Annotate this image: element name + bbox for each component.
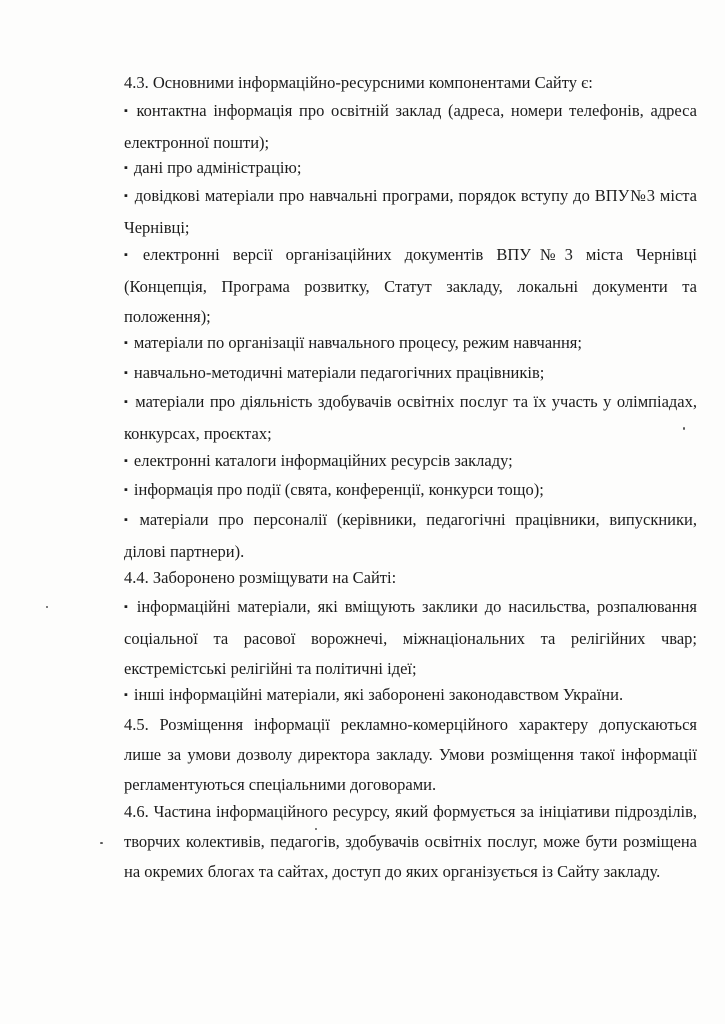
scan-speck [315, 828, 317, 830]
bullet-icon: ▪ [124, 249, 137, 261]
list-item [124, 96, 697, 158]
bullet-icon: ▪ [124, 162, 128, 174]
list-item [124, 446, 697, 478]
list-item [124, 240, 697, 332]
bullet-icon: ▪ [124, 190, 129, 202]
list-item [124, 181, 697, 243]
scan-speck [683, 427, 685, 430]
bullet-icon: ▪ [124, 105, 131, 117]
list-item [124, 328, 697, 360]
bullet-icon: ▪ [124, 337, 128, 349]
section-4-6-paragraph: 4.6. Частина інформаційного ресурсу, який формується за ініціативи підрозділів, творчих колективів, педагогів, здобувачів освітніх послуг, може бути розміщена на окремих блогах та сайтах, доступ до яких організується із Сайту закладу. [124, 802, 697, 881]
list-item-text: контактна інформація про освітній заклад (адреса, номери телефонів, адреса електронної пошти); [124, 101, 697, 152]
scan-speck [100, 842, 103, 844]
list-item-text: інформація про події (свята, конференції, конкурси тощо); [133, 480, 544, 499]
list-item [124, 592, 697, 684]
bullet-icon: ▪ [124, 484, 128, 496]
bullet-icon: ▪ [124, 396, 130, 408]
list-item-text: довідкові матеріали про навчальні програми, порядок вступу до ВПУ№3 міста Чернівці; [124, 186, 697, 237]
list-item-text: матеріали по організації навчального процесу, режим навчання; [133, 333, 582, 352]
scan-speck [46, 606, 48, 608]
list-item [124, 358, 697, 390]
list-item-text: інформаційні матеріали, які вміщують заклики до насильства, розпалювання соціальної та расової ворожнечі, міжнаціональних та релігійних чвар; екстремістські релігійні та політичні ідеї; [124, 597, 698, 678]
bullet-icon: ▪ [124, 514, 134, 526]
list-item-text: матеріали про діяльність здобувачів освітніх послуг та їх участь у олімпіадах, конкурсах, проєктах; [124, 392, 697, 443]
list-item-text: інші інформаційні матеріали, які заборонені законодавством України. [133, 685, 624, 704]
list-item-text: навчально-методичні матеріали педагогічних працівників; [133, 363, 545, 382]
list-item-text: матеріали про персоналії (керівники, педагогічні працівники, випускники, ділові партнери). [124, 510, 697, 561]
list-item [124, 680, 697, 712]
list-item [124, 387, 697, 449]
bullet-icon: ▪ [124, 689, 128, 701]
list-item [124, 475, 697, 507]
section-4-4-heading: 4.4. Заборонено розміщувати на Сайті: [124, 568, 397, 587]
list-item-text: дані про адміністрацію; [133, 158, 302, 177]
list-item-text: електронні версії організаційних документів ВПУ№3 міста Чернівці (Концепція, Програма розвитку, Статут закладу, локальні документи та положення); [124, 245, 697, 326]
bullet-icon: ▪ [124, 455, 128, 467]
section-4-3-heading: 4.3. Основними інформаційно-ресурсними компонентами Сайту є: [124, 73, 593, 92]
list-item-text: електронні каталоги інформаційних ресурсів закладу; [133, 451, 513, 470]
bullet-icon: ▪ [124, 367, 128, 379]
list-item [124, 505, 697, 567]
bullet-icon: ▪ [124, 601, 131, 613]
section-4-5-paragraph: 4.5. Розміщення інформації рекламно-комерційного характеру допускаються лише за умови дозволу директора закладу. Умови розміщення такої інформації регламентуються спеціальними договорами. [124, 715, 697, 794]
